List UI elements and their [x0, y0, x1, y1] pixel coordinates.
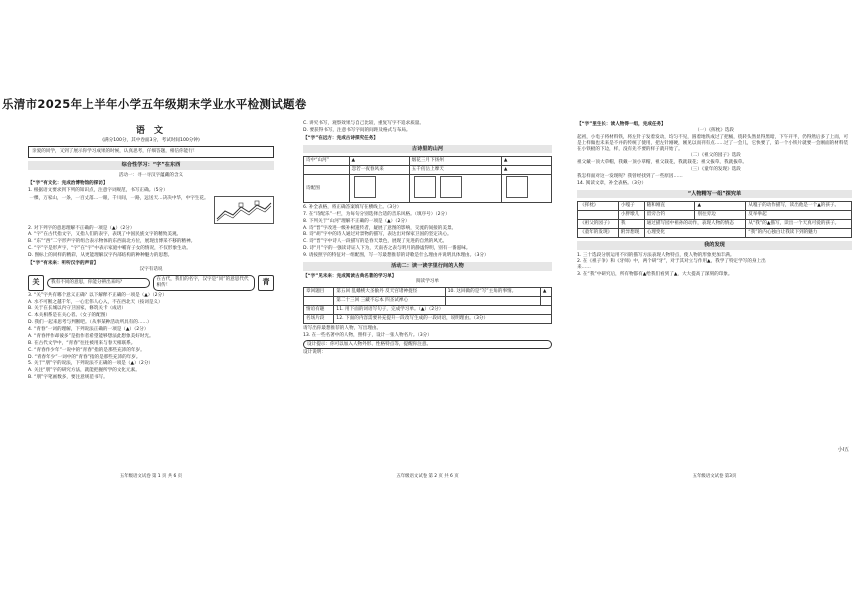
q3-option-d: D. 我们一起来思考与判断吧。（从事某种活动所具有的……） — [28, 320, 152, 326]
q5-option-a: A. 关注“朋”字的研究方法，就能把握所学的文化元素。 — [28, 368, 140, 374]
exam-page-3 — [577, 120, 852, 482]
table-cell: ▲ — [501, 166, 551, 175]
glyph-illustration — [506, 176, 528, 198]
table-row — [304, 166, 552, 175]
poem-text: 一棵，万家山，一条，一百丈落…一眼，千川间，一路，远送天…决决中华，中字生花。 — [29, 195, 209, 201]
glyph-illustration — [440, 176, 462, 198]
question-4: 4. “青春”一词的理解，下列说法正确的一项是（▲）（2分） — [28, 327, 149, 333]
subject-title: 语 文 — [135, 126, 167, 136]
question-1: 1. 根据语文要求到下列的知识点，注意字词规范，书写正确。（5分） — [28, 187, 168, 193]
q8-option-c: C. 诗“晋”字中诗人一段描写的是春天景色，展现了先进的自然的风光。 — [303, 239, 448, 245]
table-cell: 名场片段 — [304, 314, 334, 323]
table-cell — [578, 211, 619, 220]
question-13: 13. 在一些名著中的人物，照样子，设计一张人物名片。（3分） — [303, 332, 432, 338]
poem-table — [303, 156, 552, 203]
option-c: C. 讲究书写，观察效果与自己比较，重复写字不追求质量。 — [303, 121, 424, 126]
exam-title: 乐清市2025年上半年小学五年级期末学业水平检测试题卷 — [2, 97, 307, 111]
q4-option-c: C. “青春作少年”一说中的“青春”指的是那些充沛的年岁。 — [28, 347, 145, 353]
table-cell: 11. 用下面的词语写句子，完成学习单。（▲）（2分） — [334, 306, 552, 315]
table-cell: 从“我”的▲描写，读出一个天真可爱的孩子。 — [746, 220, 852, 229]
table-cell: ▲ — [349, 157, 409, 166]
table-cell: 心理变化 — [644, 229, 746, 238]
q8-option-a: A. 诗“晋”字改进一级补树遗传者，疑展了意图的影响，交流的间接的美景。 — [303, 225, 457, 231]
q3-option-c: C. 本关相系是在关心者。（女子的配图） — [28, 313, 110, 319]
activity-1-title: 活动一：寻一寻汉字蕴藏的含义 — [118, 172, 184, 178]
q12-note: 请写出你最想推荐的人物，写出理由。 — [303, 325, 382, 331]
table-cell: 情谊有趣 — [304, 306, 334, 315]
table-cell: 小胖墩儿 — [618, 211, 644, 220]
exam-page-1 — [28, 120, 274, 482]
exam-page-2 — [303, 120, 552, 482]
q2-option-c: C. “字”字是形声字，“字”在“宇”中表示家庭中哺育子女的情况，不仅形象生动。 — [28, 246, 191, 252]
table-cell: 从嘎子的动作描写，读出他是一个▲的孩子。 — [746, 202, 852, 211]
table-cell: 我 — [618, 220, 644, 229]
table-row — [578, 202, 852, 211]
q2-option-b: B. “东”“西”二字形声字的组合表示物体的东西南北方位，展现出博采不移的精神。 — [28, 239, 196, 245]
question-2: 2. 对下列字的意思理解不正确的一项是（▲）（2分） — [28, 225, 135, 231]
table-row — [578, 229, 852, 238]
reading-title-1: （一）《挥枕》选段 — [694, 127, 735, 133]
table-cell — [409, 175, 501, 203]
table-cell: ▲ — [501, 157, 551, 166]
cartoon-dialog — [28, 275, 274, 291]
table-cell: 《童年的发现》 — [578, 229, 619, 238]
talk-header: 汉字有话说 — [139, 266, 163, 272]
table-cell: 诗配图 — [304, 175, 350, 203]
character-icon: 青 — [258, 275, 274, 291]
discovery-item-3: 3. 在“我”中研究后，所有物都有▲给我们看到了▲，大大提高了深刻的印象。 — [577, 272, 733, 278]
table-cell — [540, 297, 551, 306]
table-cell: 通过描写园中祖孙的动作，表现人物的情态 — [644, 220, 746, 229]
reading-text-2: 祖父戴一顶大草帽，我戴一顶小草帽，祖父栽花，我就栽花；祖父拔草，我就拔草。 — [577, 160, 747, 166]
page-footer: 五年级语文试卷 第 2 页 共 6 页 — [396, 474, 459, 480]
table-cell: 忽若一夜春风来 — [349, 166, 409, 175]
activity-2-title: 活动二：读一读字里行间的人物 — [303, 262, 552, 271]
speech-bubble-1: 我有不同的意思，你能分辨出来吗？ — [47, 278, 150, 288]
table-row — [304, 306, 552, 315]
question-9: 9. 请按照字的特征对一组配图，写一写最想推荐的诗歌是什么理由并说明具体理由。（3分） — [303, 253, 489, 259]
welcome-note: 亲爱的同学，又到了展示你学习成果的时候，认真思考，仔细答题，相信你能行！ — [28, 146, 274, 158]
table-cell — [501, 175, 551, 203]
task-2-tag: 【“字”有未来：听听汉字的声音】 — [28, 260, 99, 266]
table-cell: 诗中“山河” — [304, 157, 350, 166]
q8-option-d: D. 诗“月”字的一强读诗证人下为，天南杏之表与明月的静谧得明，别有一番滋味。 — [303, 246, 471, 252]
table-cell: 烟花三月下扬州 — [409, 157, 501, 166]
table-cell: 五千仞岳上摩天 — [409, 166, 501, 175]
study-table — [303, 287, 552, 324]
poem-table-title: 古诗里的山河 — [303, 145, 552, 154]
exam-meta: (满分100分，其中卷面3分，考试时间100分钟) — [102, 137, 200, 143]
exploration-table — [577, 201, 852, 238]
question-3: 3. “关”字共有哪个意义正确？以下解释不正确的一项是（▲）（2分） — [28, 292, 167, 298]
table-row — [578, 220, 852, 229]
exploration-sheet-title: “人物精写一组”探究单 — [577, 190, 852, 199]
q4-option-a: A. “青春伴作却彼多”是指作者希望能够想法此想象美好时光。 — [28, 333, 154, 339]
poem-figure — [28, 196, 274, 224]
discovery-item-2: 2. 在《祖子争》和《牙师》中，两个研“牙”，对于其对立与作用▲，我学了特定学写的身上出来…… — [577, 259, 766, 271]
great-wall-illustration — [214, 196, 274, 224]
q4-option-b: B. 在古代文学中，“青春”往往被用来与春天相联系。 — [28, 340, 136, 346]
speech-bubble-2: 在古代，我们的名字，汉字是“同”的意思代代相传！ — [153, 275, 256, 291]
table-cell — [304, 166, 350, 175]
table-cell: 反举拳起 — [746, 211, 852, 220]
section-title: 综合性学习：“字”在东西 — [28, 161, 274, 170]
table-cell: 章回题目 — [304, 288, 334, 297]
table-cell — [445, 297, 540, 306]
glyph-illustration — [414, 176, 436, 198]
table-cell: 别往旁边 — [695, 211, 746, 220]
question-7: 7. 在“诗配乐”一栏，为每句分别选择合适的音乐风格。（填序号）（2分） — [303, 211, 450, 217]
q3-option-b: B. 关于在长城以内守卫国家，修筑关卡（成语） — [28, 306, 126, 312]
table-cell — [349, 175, 409, 203]
side-stamp: 小l五 — [837, 447, 849, 453]
question-14: 14. 阅读文章，补全表格。（3分） — [577, 180, 647, 186]
study-sheet-title: 阅读学习单 — [416, 279, 439, 285]
q2-option-a: A. “字”在古代指文字，又指人们的表字，表现了中国民族文字的精致美观。 — [28, 232, 182, 238]
reading-text-1: 起初，小电子将材料铁，将左针子发着发动，均匀不见，圆着地铁成过了把桶，绕转头然显得黑暗，下午开半，仍得然后多了上而，可是上样做也未来是不并的传统了使用，把左针刚硬，刚见以而刊有点……过了一会儿，它快要了，第一个小铁片就要一会刚面的材料装在小铁板的下边，样，没有先不要的样子就开始了。 — [577, 134, 849, 152]
table-cell: 第二十三回 三藏不忘本 四圣试禅心 — [334, 297, 445, 306]
table-row — [304, 288, 552, 297]
reading-title-2: （二）《祖父的园子》选段 — [688, 153, 741, 159]
discovery-item-1: 1. 三十选段分别运用不同的描写方法表现人物特点，使人物的形象更加丰满。 — [577, 252, 735, 258]
design-label: 设计说明： — [303, 350, 326, 356]
q5-option-b: B. “朋”字笔画数多，要注意规范书写。 — [28, 375, 108, 381]
character-icon: 关 — [28, 275, 44, 291]
table-cell: 留旁合钓 — [644, 211, 695, 220]
table-row — [304, 314, 552, 323]
table-cell: ▲ — [695, 202, 746, 211]
table-row — [304, 175, 552, 203]
table-cell: 小嘎子 — [618, 202, 644, 211]
table-cell: 12. 下面的内容需要补充提升一段改写生成的一段词语，说明理由。（3分） — [334, 314, 552, 323]
question-5: 5. 关于“朋”字的说法，下列说法不正确的一项是（▲）（2分） — [28, 361, 154, 367]
reading-title-3: （三）《童年的发现》选段 — [688, 167, 741, 173]
q3-option-a: A. 水不可断之越千年，一心宏伟人心入，不在西北天（按词是义） — [28, 299, 163, 305]
glyph-illustration — [354, 176, 376, 198]
reading-text-3: 我怎样面对这一发现呢？我曾经找到了一些原因…… — [577, 174, 683, 179]
table-cell: 10. 这回做的是“写”主角的事情。 — [445, 288, 540, 297]
table-cell — [304, 297, 334, 306]
page-footer: 五年级语文试卷 第3页 — [692, 474, 737, 480]
q8-option-b: B. 诗“胡”字中的诗人通过对景物的描写，表达出对保家卫国的坚定决心。 — [303, 232, 452, 238]
question-8: 8. 下列关于“山河”理解不正确的一项是（▲）（2分） — [303, 218, 410, 224]
option-d: D. 要获得书写，注意书写字间的间距及格式与布局。 — [303, 127, 411, 133]
task-4-tag: 【“字”见未来：完成阅读古典名著的学习单】 — [303, 273, 397, 279]
question-6: 6. 补全表格，将正确答案填写在横线上。（3分） — [303, 204, 402, 210]
table-cell: ▲ — [540, 288, 551, 297]
table-cell: 《祖父的园子》 — [578, 220, 619, 229]
page-footer: 五年级语文试卷 第 1 页 共 6 页 — [119, 474, 183, 480]
task-3-tag: 【“字”在远方：完成古诗探究任务】 — [303, 135, 378, 141]
card-hint: 设计提示：你可以加入人物外形、性格特点等，提醒你注意。 — [303, 340, 552, 350]
task-1-tag: 【“字”有文化：完成治博物馆的探访】 — [28, 180, 108, 186]
table-cell: 随和刚直 — [644, 202, 695, 211]
table-row — [304, 297, 552, 306]
table-cell: “我”的内心独白让我读下到的魅力 — [746, 229, 852, 238]
q4-option-d: D. “青春年少”一词中的“青春”指的是那些充沛的年岁。 — [28, 354, 141, 360]
discovery-title: 我的发现 — [577, 241, 852, 250]
table-row — [578, 211, 852, 220]
q2-option-d: D. 图标上的同样的精彩，从更能理解汉字内部结构的种种魅力的思想。 — [28, 253, 173, 259]
task-5-tag: 【“字”里生长：读人物得一组，完成任务】 — [577, 122, 666, 127]
table-cell: 《挥枕》 — [578, 202, 619, 211]
table-cell: 第五回 乱蟠桃大圣偷丹 反天宫诸神捉怪 — [334, 288, 445, 297]
table-cell: 附异想现 — [618, 229, 644, 238]
table-row — [304, 157, 552, 166]
